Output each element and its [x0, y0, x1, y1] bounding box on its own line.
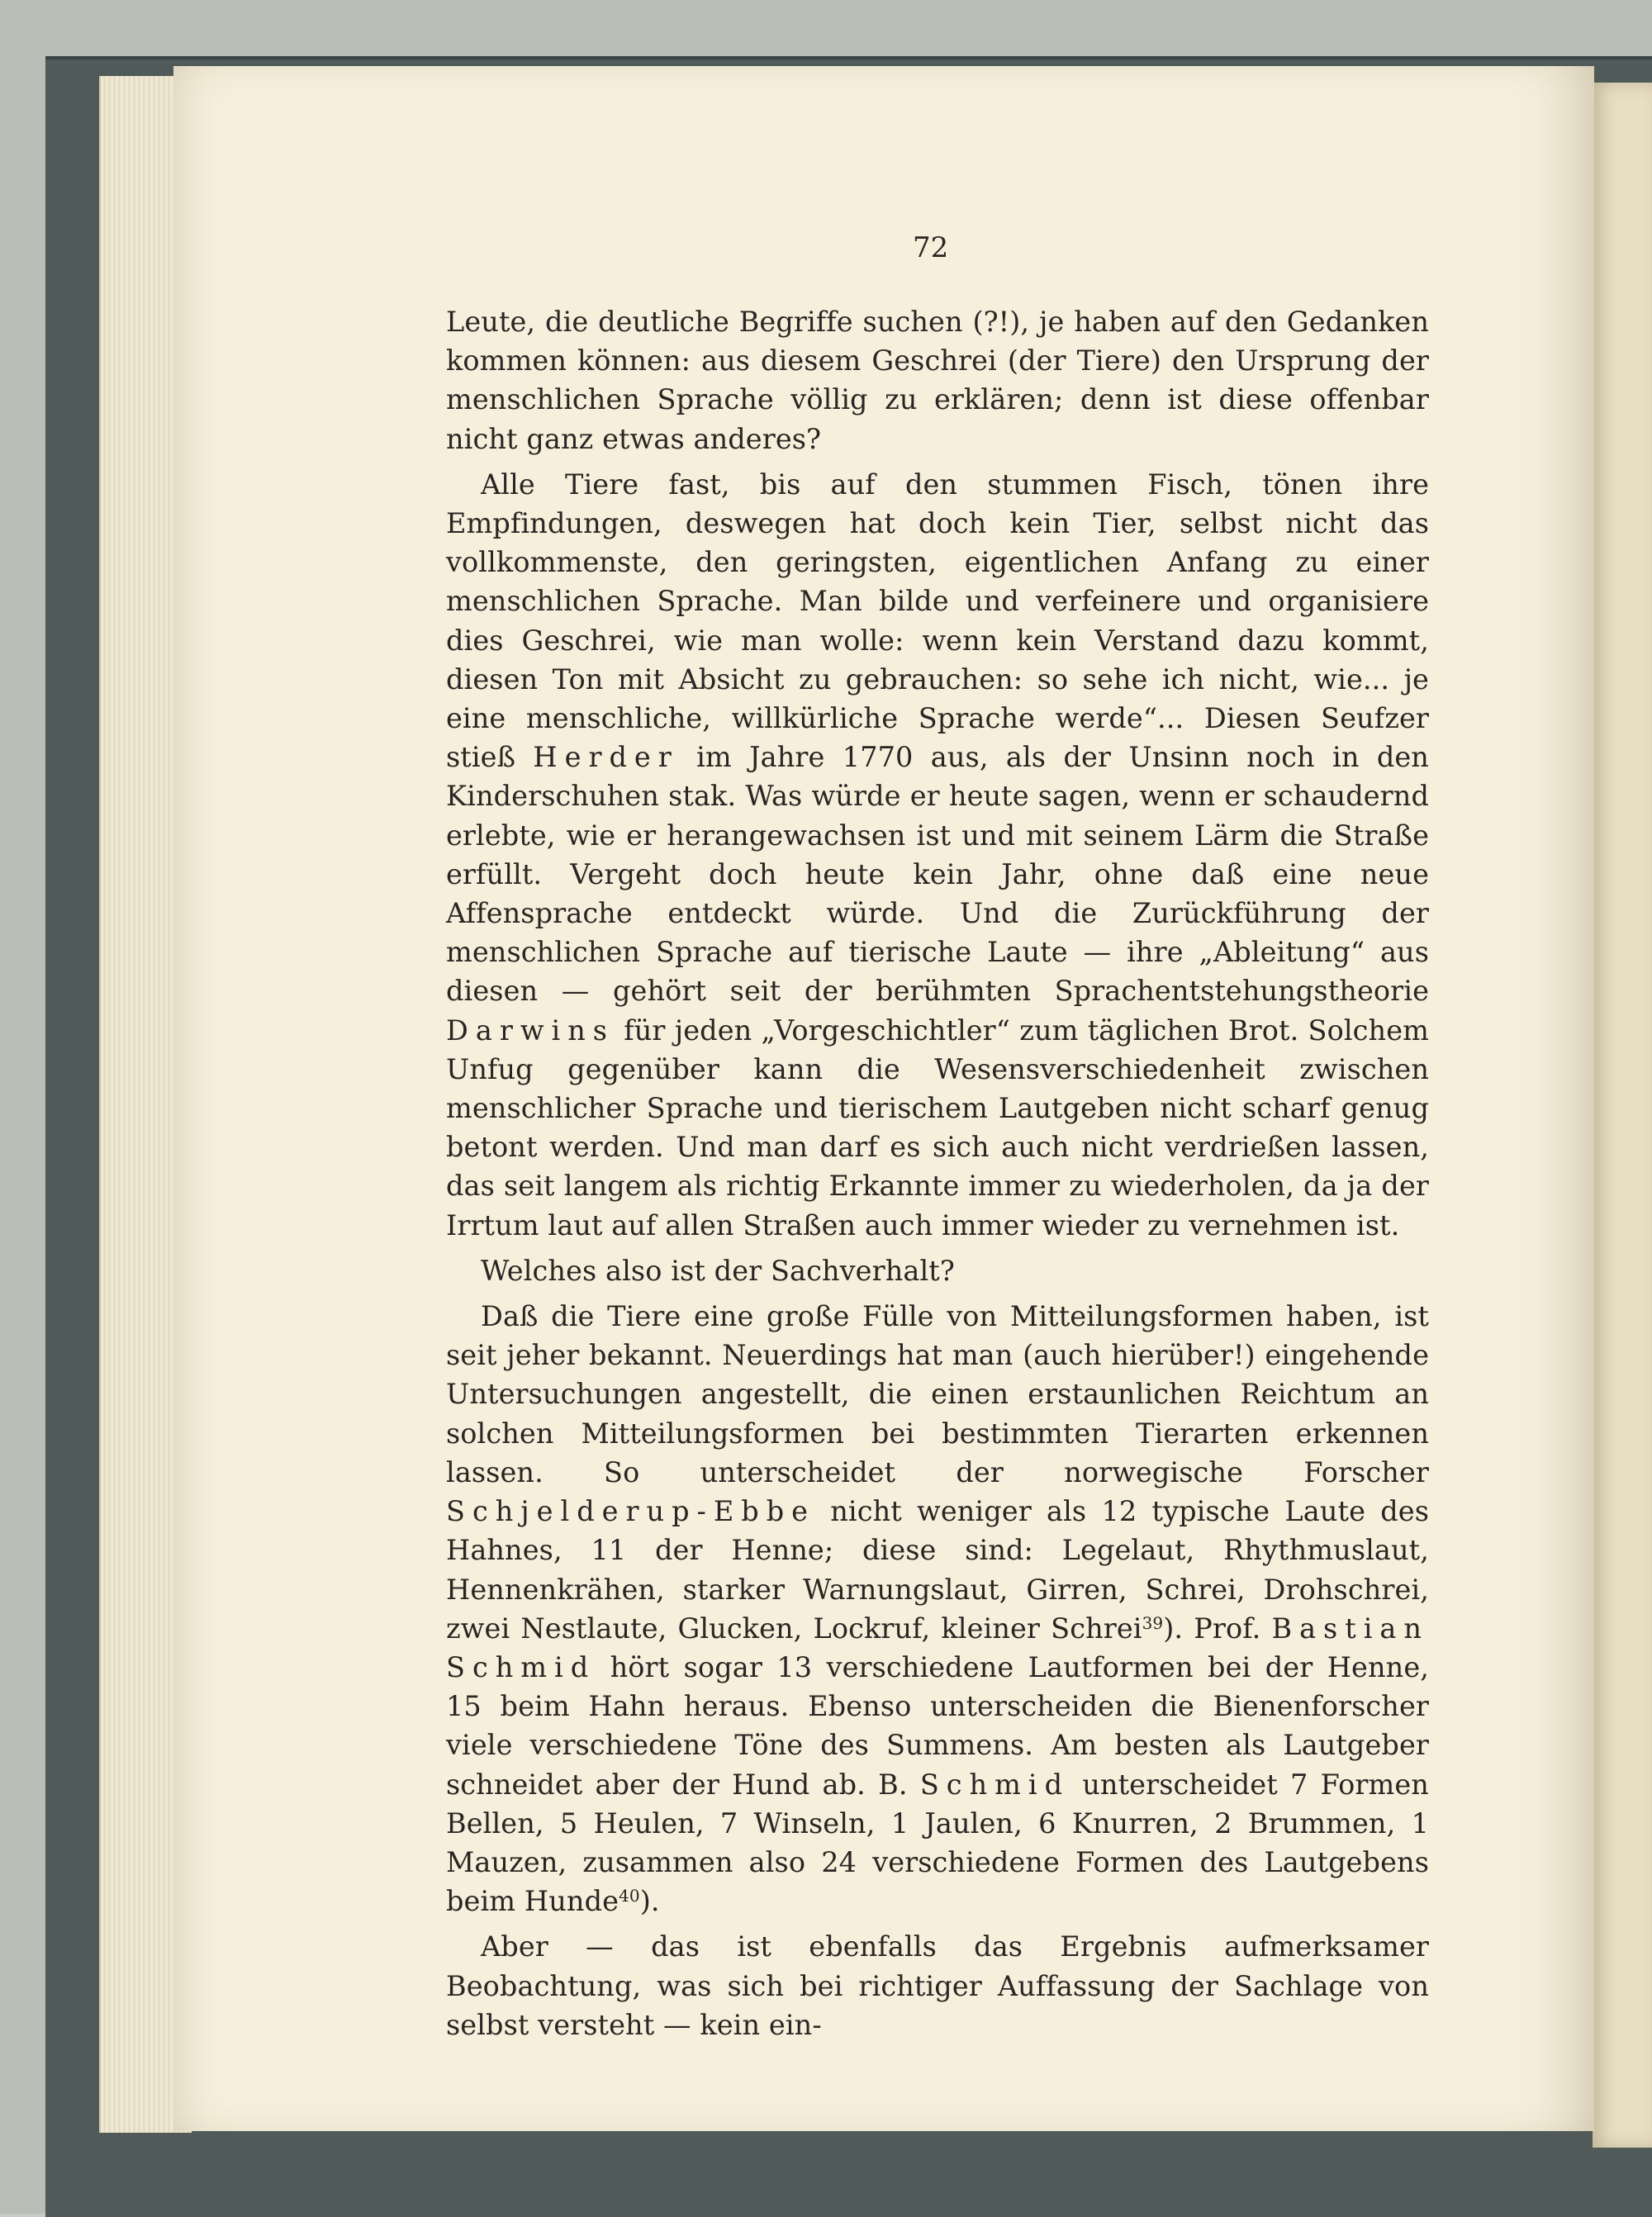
- name-herder: Herder: [533, 741, 679, 774]
- paragraph-4-text-3: ). Prof.: [1163, 1612, 1272, 1645]
- paragraph-4-text-5: unterscheidet 7 Formen Bellen, 5 Heulen, 7 Winseln, 1 Jaulen, 6 Knurren, 2 Brummen, 1 Mauzen, zusammen also 24 verschiedene Formen des Lautgebens beim Hunde: [446, 1768, 1429, 1918]
- paragraph-4-text-6: ).: [639, 1885, 660, 1918]
- paragraph-2-text-2: im Jahre 1770 aus, als der Unsinn noch in den Kinderschuhen stak. Was würde er heute sagen, wenn er schaudernd erlebte, wie er herangewachsen ist und mit seinem Lärm die Straße erfüllt. Vergeht doch heute kein Jahr, ohne daß eine neue Affensprache entdeckt würde. Und die Zurückführung der menschlichen Sprache auf tierische Laute — ihre „Ableitung“ aus diesen — gehört seit der berühmten Sprachentstehungstheorie: [446, 741, 1429, 1008]
- name-bastian-schmid: Bastian Schmid: [446, 1612, 1429, 1683]
- footnote-ref-40: 40: [619, 1886, 640, 1906]
- name-darwins: Darwins: [446, 1014, 615, 1047]
- page-number: 72: [913, 231, 949, 264]
- paragraph-4-text-1: Daß die Tiere eine große Fülle von Mitteilungsformen haben, ist seit jeher bekannt. Neuerdings hat man (auch hierüber!) eingehende Untersuchungen angestellt, die einen erstaunlichen Reichtum an solchen Mitteilungsformen bei bestimmten Tierarten erkennen lassen. So unterscheidet der norwegische Forscher: [446, 1300, 1429, 1488]
- name-schmid: Schmid: [919, 1768, 1070, 1801]
- paragraph-2-text-1: Alle Tiere fast, bis auf den stummen Fisch, tönen ihre Empfindungen, deswegen hat doch kein Tier, selbst nicht das vollkommenste, den geringsten, eigentlichen Anfang zu einer menschlichen Sprache. Man bilde und verfeinere und organisiere dies Geschrei, wie man wolle: wenn kein Verstand dazu kommt, diesen Ton mit Absicht zu gebrauchen: so sehe ich nicht, wie... je eine menschliche, willkürliche Sprache werde“... Diesen Seufzer stieß: [446, 468, 1429, 774]
- name-schjelderup-ebbe: Schjelderup-Ebbe: [446, 1495, 816, 1528]
- paragraph-4-text-4: hört sogar 13 verschiedene Lautformen bei der Henne, 15 beim Hahn heraus. Ebenso unterscheiden die Bienenforscher viele verschiedene Töne des Summens. Am besten als Lautgeber schneidet aber der Hund ab. B.: [446, 1650, 1429, 1801]
- footnote-ref-39: 39: [1142, 1612, 1164, 1633]
- paragraph-2: [446, 465, 1429, 1245]
- paragraph-4: [446, 1297, 1429, 1920]
- paragraph-1: Leute, die deutliche Begriffe suchen (?!), je haben auf den Gedanken kommen können: aus diesem Geschrei (der Tiere) den Ursprung der menschlichen Sprache völlig zu erklären; denn ist diese offenbar nicht ganz etwas anderes?: [446, 306, 1429, 455]
- paragraph-5: Aber — das ist ebenfalls das Ergebnis aufmerksamer Beobachtung, was sich bei richtiger Auffassung der Sachlage von selbst versteht — kein ein-: [446, 1930, 1429, 2041]
- paragraph-3: Welches also ist der Sachverhalt?: [481, 1254, 955, 1287]
- paragraph-2-text-3: für jeden „Vorgeschichtler“ zum täglichen Brot. Solchem Unfug gegenüber kann die Wesensverschiedenheit zwischen menschlicher Sprache und tierischem Lautgeben nicht scharf genug betont werden. Und man darf es sich auch nicht verdrießen lassen, das seit langem als richtig Erkannte immer zu wiederholen, da ja der Irrtum laut auf allen Straßen auch immer wieder zu vernehmen ist.: [446, 1014, 1429, 1241]
- right-page-edge: [1593, 83, 1652, 2148]
- paragraph-4-text-2: nicht weniger als 12 typische Laute des Hahnes, 11 der Henne; diese sind: Legelaut, Rhythmuslaut, Hennenkrähen, starker Warnungslaut, Girren, Schrei, Drohschrei, zwei Nestlaute, Glucken, Lockruf, kleiner Schrei: [446, 1495, 1429, 1645]
- body-text: [446, 302, 1429, 2044]
